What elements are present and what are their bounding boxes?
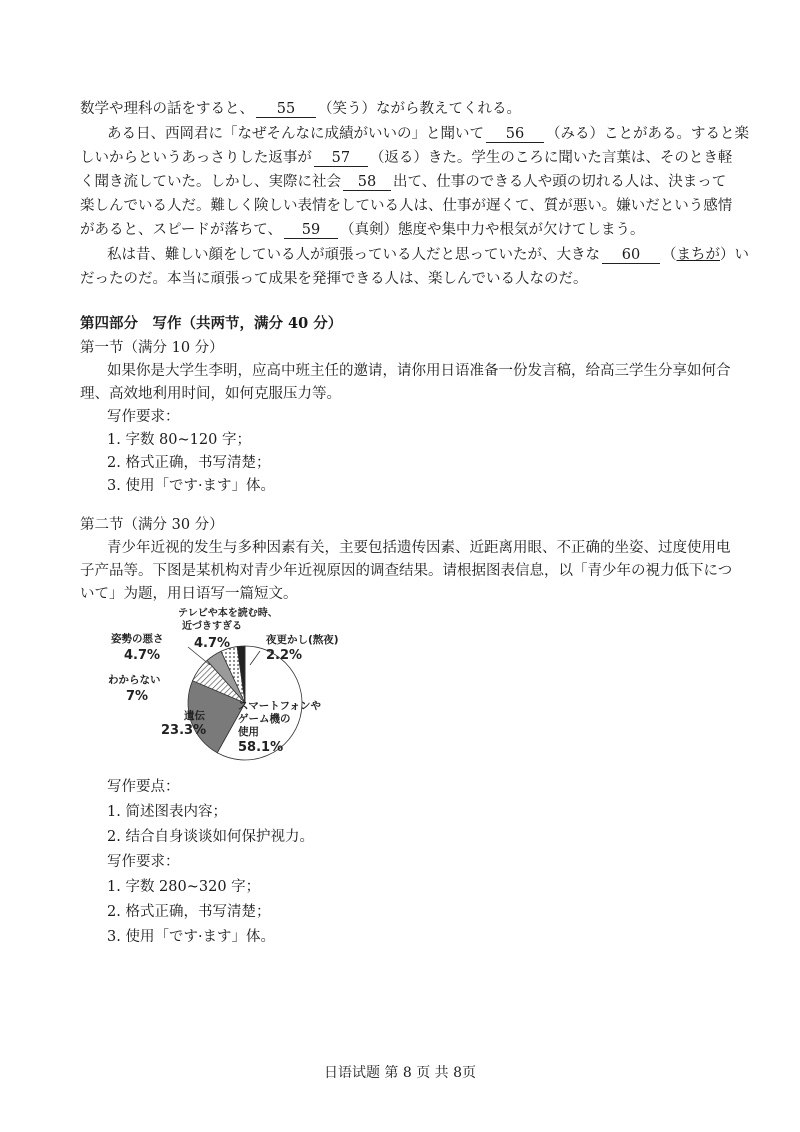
label-too-close xyxy=(178,606,278,651)
passage-line-6: があると、スピードが落ちて、 59 （真剣）態度や集中力や根気が欠けてしまう。 xyxy=(80,222,645,238)
label-late-night xyxy=(266,633,339,663)
blank-59: 59 xyxy=(284,222,338,239)
svg-text:近づきすぎる: 近づきすぎる xyxy=(182,621,242,632)
value-smartphone: 58.1% xyxy=(238,740,284,755)
passage-line-4: く聞き流していた。しかし、実際に社会 58 出て、仕事のできる人や頭の切れる人は、決まって xyxy=(80,174,727,190)
passage-line-7: 私は昔、難しい顔をしている人が頑張っている人だと思っていたが、大きな 60 （まちが）い xyxy=(107,247,749,263)
blank-58: 58 xyxy=(343,174,391,191)
value-unknown: 7% xyxy=(126,689,149,704)
svg-text:使用: 使用 xyxy=(238,726,259,738)
section1-req-title: 写作要求： xyxy=(107,409,180,425)
value-heredity: 23.3% xyxy=(161,723,207,738)
section2-point-2: 2. 结合自身谈谈如何保护视力。 xyxy=(107,829,314,845)
label-posture xyxy=(111,632,164,663)
label-unknown xyxy=(108,674,161,704)
svg-text:姿勢の悪さ: 姿勢の悪さ xyxy=(111,633,164,645)
section1-prompt-2: 理、高效地利用时间，如何克服压力等。 xyxy=(80,386,341,402)
section1-prompt-1: 如果你是大学生李明，应高中班主任的邀请，请你用日语准备一份发言稿，给高三学生分享如何合 xyxy=(107,363,731,379)
passage-line-3: しいからというあっさりした返事が 57 （返る）きた。学生のころに聞いた言葉は、そのとき軽 xyxy=(80,150,733,166)
passage-line-1: 数学や理科の話をすると、 55 （笑う）ながら教えてくれる。 xyxy=(80,101,521,117)
passage-line-8: だったのだ。本当に頑張って成果を発揮できる人は、楽しんでいる人なのだ。 xyxy=(80,271,588,287)
blank-57: 57 xyxy=(314,150,368,167)
blank-56: 56 xyxy=(486,126,544,143)
passage-line-5: 楽しんでいる人だ。難しく険しい表情をしている人は、仕事が遅くて、質が悪い。嫌いだという感情 xyxy=(80,198,733,214)
section2-req-title: 写作要求： xyxy=(107,854,180,870)
section2-req-1: 1. 字数 280~320 字； xyxy=(107,879,261,895)
section1-req-2: 2. 格式正确，书写清楚； xyxy=(107,455,271,471)
section2-point-1: 1. 简述图表内容； xyxy=(107,804,227,820)
section2-prompt-1: 青少年近视的发生与多种因素有关，主要包括遗传因素、近距离用眼、不正确的坐姿、过度使用电 xyxy=(107,540,731,556)
section1-req-1: 1. 字数 80~120 字； xyxy=(107,432,251,448)
blank-55: 55 xyxy=(256,101,316,118)
svg-text:スマートフォンや: スマートフォンや xyxy=(238,700,321,712)
section2-points-title: 写作要点： xyxy=(107,779,180,795)
page-footer: 日语试题 第 8 页 共 8页 xyxy=(323,1065,477,1081)
section2-req-3: 3. 使用「です·ます」体。 xyxy=(107,929,276,945)
value-late-night: 2.2% xyxy=(266,648,303,663)
svg-text:ゲーム機の: ゲーム機の xyxy=(238,713,291,725)
section1-req-3: 3. 使用「です·ます」体。 xyxy=(107,478,276,494)
section2-req-2: 2. 格式正确，书写清楚； xyxy=(107,904,271,920)
section2-prompt-2: 子产品等。下图是某机构对青少年近视原因的调查结果。请根据图表信息，以「青少年の視力低下につ xyxy=(80,563,733,579)
value-too-close: 4.7% xyxy=(194,636,231,651)
svg-text:わからない: わからない xyxy=(108,674,161,686)
myopia-cause-pie-chart xyxy=(60,603,390,773)
label-heredity xyxy=(161,709,206,738)
part4-title: 第四部分 写作（共两节，满分 40 分） xyxy=(80,315,343,332)
passage-line-2: ある日、西岡君に「なぜそんなに成績がいいの」と聞いて 56 （みる）ことがある。すると楽 xyxy=(107,126,749,142)
value-posture: 4.7% xyxy=(124,648,161,663)
blank-60: 60 xyxy=(602,247,660,264)
section2-title: 第二节（满分 30 分） xyxy=(80,517,224,533)
section1-title: 第一节（满分 10 分） xyxy=(80,340,224,356)
svg-text:遺伝: 遺伝 xyxy=(184,710,205,722)
svg-text:テレビや本を読む時、: テレビや本を読む時、 xyxy=(178,608,278,619)
section2-prompt-3: いて」为题，用日语写一篇短文。 xyxy=(80,586,298,602)
svg-text:夜更かし(熬夜): 夜更かし(熬夜) xyxy=(266,634,339,646)
